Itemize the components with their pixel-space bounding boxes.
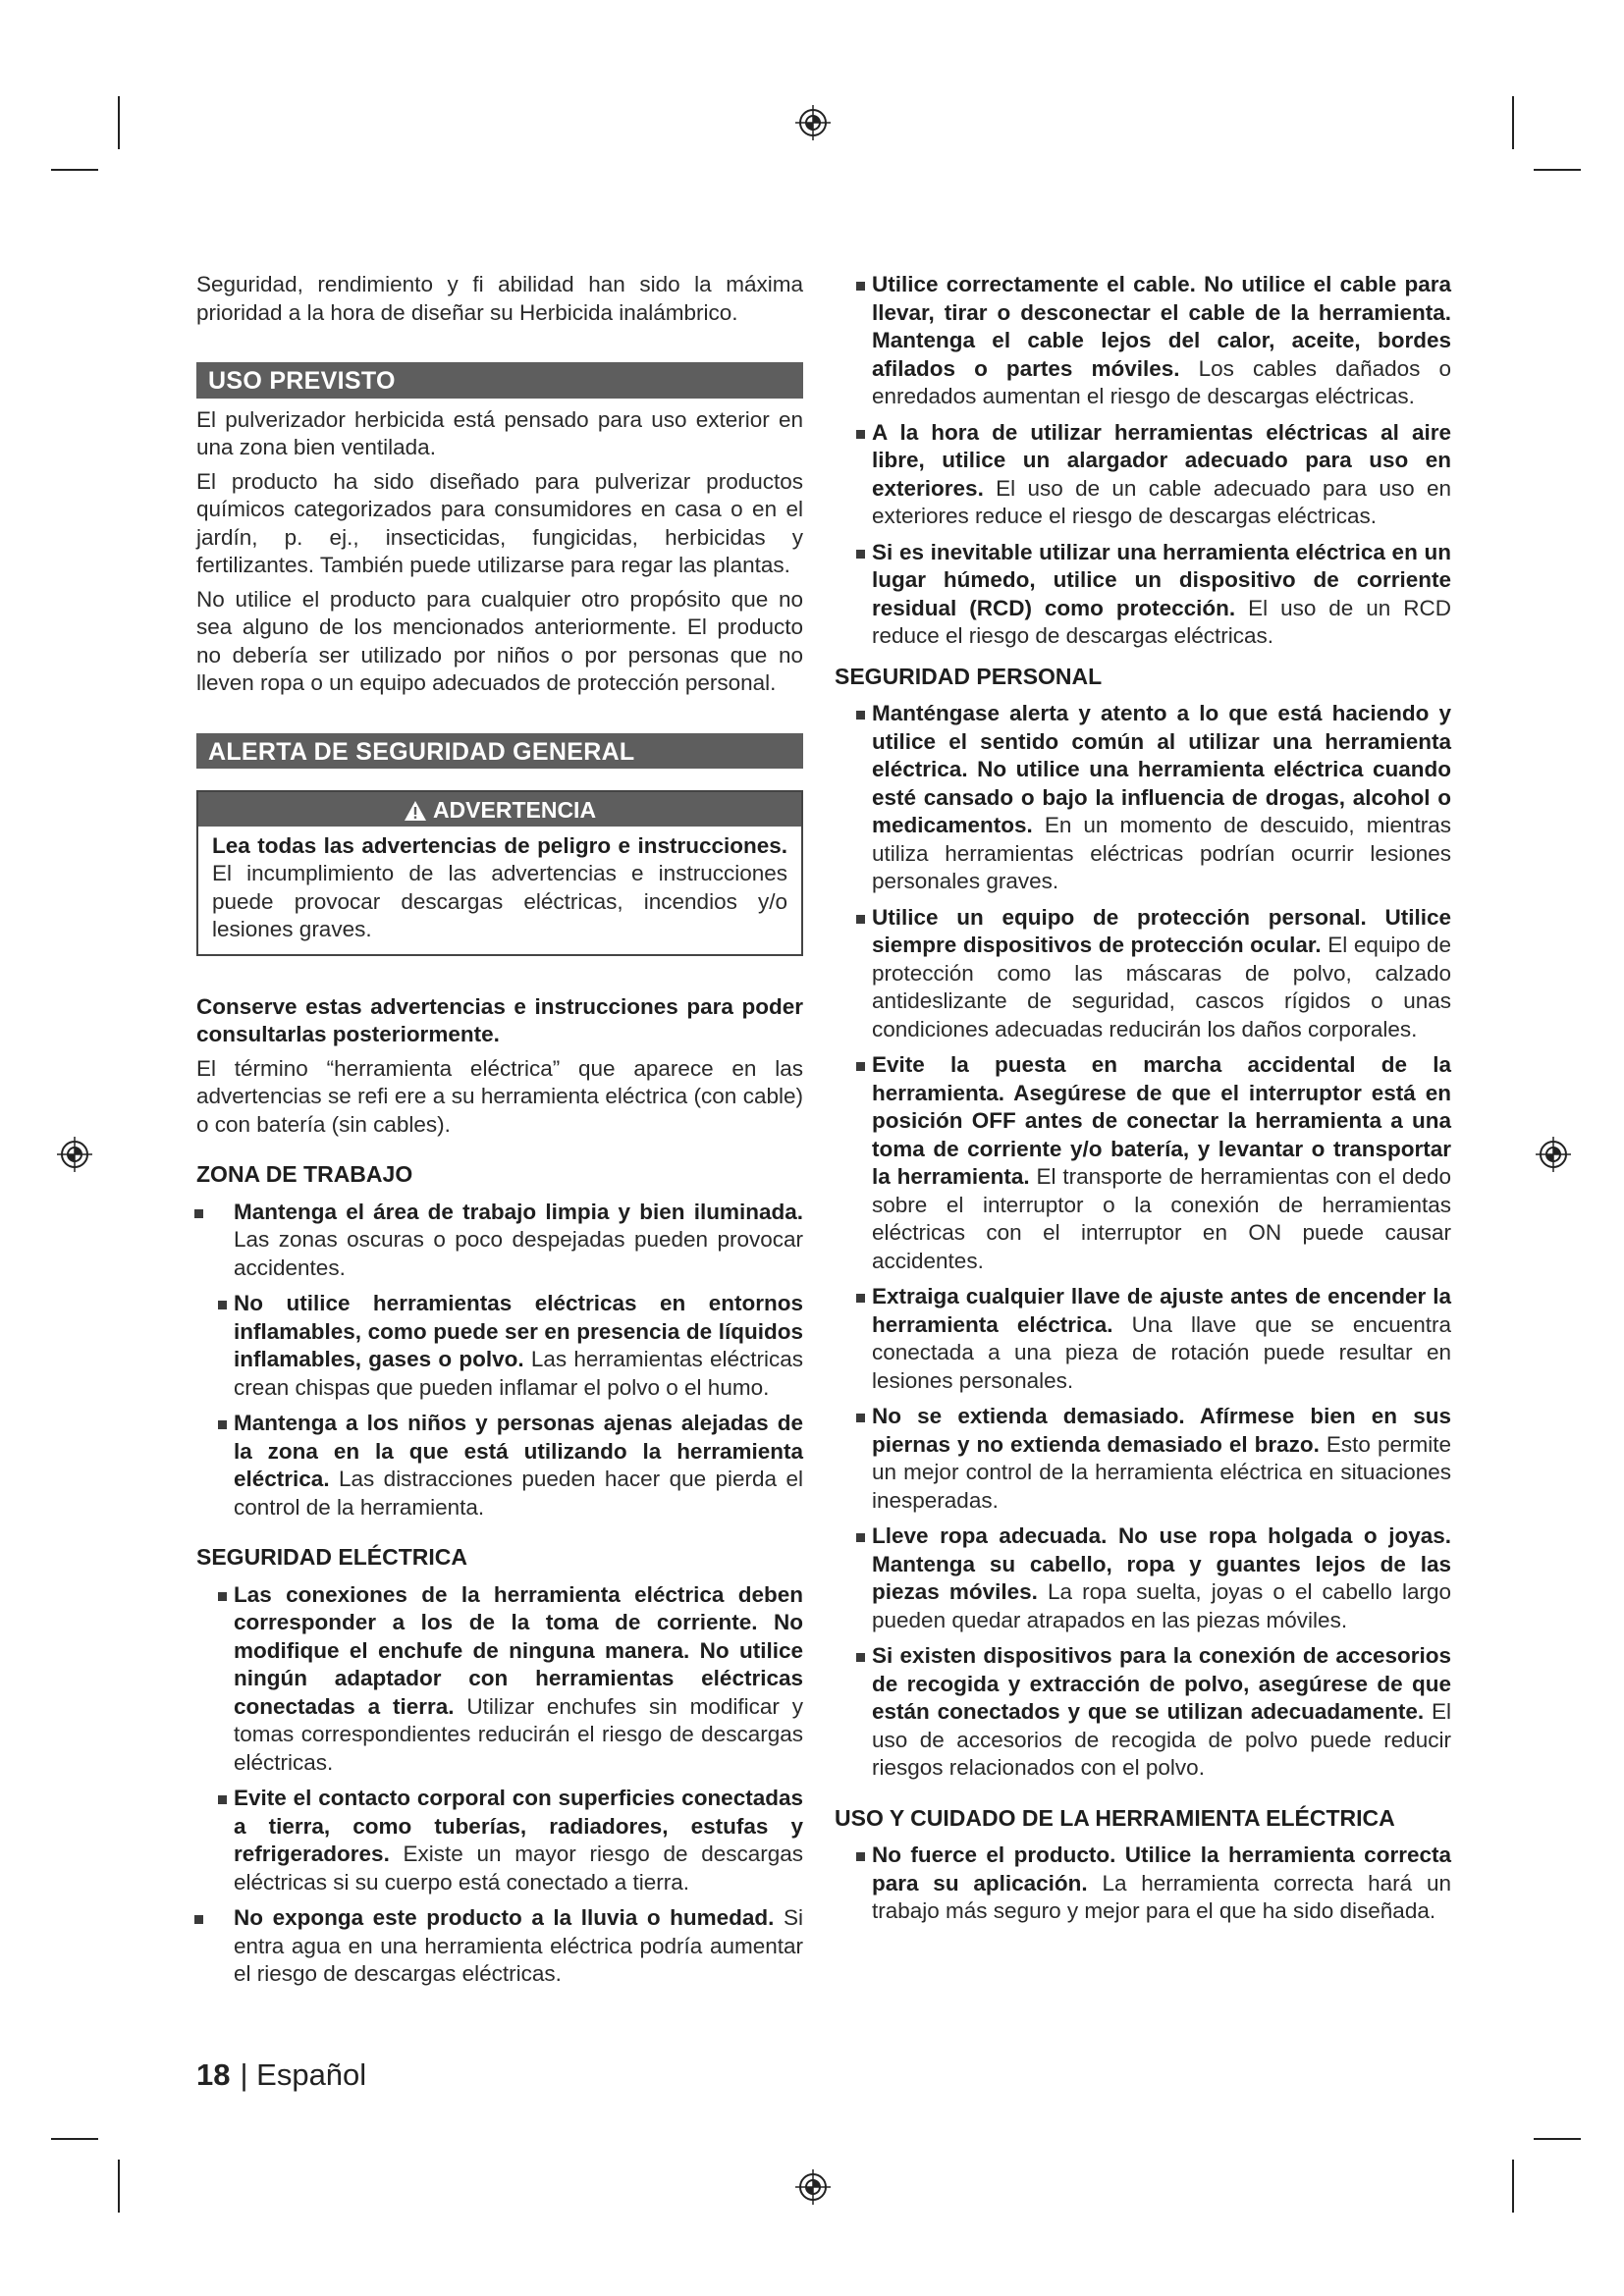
bullet-icon (856, 915, 865, 924)
bullet-icon (856, 430, 865, 439)
bullet-icon (856, 711, 865, 720)
crop-mark (51, 2138, 98, 2140)
registration-mark-icon (55, 1135, 94, 1174)
list-item: Las conexiones de la herramienta eléctrica deben corresponder a los de la toma de corriente. No modifique el enchufe de ninguna manera. No utilice ningún adaptador con herramientas eléctricas conectadas a tierra. Utilizar enchufes sin modificar y tomas correspondientes reducirán el riesgo de descargas eléctricas. (196, 1581, 803, 1778)
list-item: A la hora de utilizar herramientas eléctricas al aire libre, utilice un alargador adecuado para uso en exteriores. El uso de un cable adecuado para uso en exteriores reduce el riesgo de descargas eléctricas. (835, 419, 1451, 531)
section-band-uso-previsto: USO PREVISTO (196, 362, 803, 399)
section-band-alerta: ALERTA DE SEGURIDAD GENERAL (196, 733, 803, 770)
page-number: 18 (196, 2057, 231, 2092)
intro-paragraph: Seguridad, rendimiento y fi abilidad han sido la máxima prioridad a la hora de diseñar su Herbicida inalámbrico. (196, 272, 803, 325)
page-footer (196, 2057, 366, 2093)
warning-triangle-icon (404, 800, 427, 822)
list-item: Evite el contacto corporal con superficies conectadas a tierra, como tuberías, radiadores, estufas y refrigeradores. Existe un mayor riesgo de descargas eléctricas si su cuerpo está conectado a tierra. (196, 1785, 803, 1896)
crop-mark (118, 96, 120, 149)
list-item: Utilice correctamente el cable. No utilice el cable para llevar, tirar o desconectar el cable de la herramienta. Mantenga el cable lejos del calor, aceite, bordes afilados o partes móviles. Los cables dañados o enredados aumentan el riesgo de descargas eléctricas. (835, 271, 1451, 411)
right-column (835, 271, 1451, 1934)
list-item: No utilice herramientas eléctricas en entornos inflamables, como puede ser en presencia de líquidos inflamables, gases o polvo. Las herramientas eléctricas crean chispas que pueden inflamar el polvo o el humo. (196, 1290, 803, 1402)
list-item: No se extienda demasiado. Afírmese bien en sus piernas y no extienda demasiado el brazo. Esto permite un mejor control de la herramienta eléctrica en situaciones inesperadas. (835, 1403, 1451, 1515)
warning-header (198, 792, 801, 827)
list-item: Lleve ropa adecuada. No use ropa holgada o joyas. Mantenga su cabello, ropa y guantes lejos de las piezas móviles. La ropa suelta, joyas o el cabello largo pueden quedar atrapados en las piezas móviles. (835, 1522, 1451, 1634)
conserve-note: Conserve estas advertencias e instrucciones para poder consultarlas posteriormente. (196, 993, 803, 1046)
bullet-icon (218, 1795, 227, 1804)
paragraph: El producto ha sido diseñado para pulverizar productos químicos categorizados para consumidores en casa o en el jardín, p. ej., insecticidas, fungicidas, herbicidas y fertilizantes. También puede utilizarse para regar las plantas. (196, 468, 803, 577)
crop-mark (51, 169, 98, 171)
registration-mark-icon (793, 2167, 833, 2207)
bullet-icon (218, 1420, 227, 1429)
bullet-icon (194, 1915, 203, 1924)
list-item: Extraiga cualquier llave de ajuste antes de encender la herramienta eléctrica. Una llave que se encuentra conectada a una pieza de rotación puede resultar en lesiones personales. (835, 1283, 1451, 1395)
bullet-icon (856, 1062, 865, 1071)
crop-mark (1512, 96, 1514, 149)
warning-label: ADVERTENCIA (432, 797, 597, 823)
crop-mark (1534, 2138, 1581, 2140)
bullet-icon (218, 1301, 227, 1309)
crop-mark (118, 2160, 120, 2213)
subheading-zona: ZONA DE TRABAJO (196, 1161, 413, 1187)
paragraph: No utilice el producto para cualquier otro propósito que no sea alguno de los mencionados anteriormente. El producto no debería ser utilizado por niños o por personas que no lleven ropa o un equipo adecuados de protección personal. (196, 586, 803, 695)
bullet-icon (856, 1533, 865, 1542)
bullet-icon (856, 1653, 865, 1662)
registration-mark-icon (1534, 1135, 1573, 1174)
list-item: Si existen dispositivos para la conexión de accesorios de recogida y extracción de polvo, asegúrese de que están conectados y que se utilizan adecuadamente. El uso de accesorios de recogida de polvo puede reducir riesgos relacionados con el polvo. (835, 1642, 1451, 1783)
warning-box (196, 790, 803, 956)
bullet-icon (856, 282, 865, 291)
list-item: Mantenga el área de trabajo limpia y bien iluminada. Las zonas oscuras o poco despejadas pueden provocar accidentes. (196, 1199, 803, 1283)
list-item: No fuerce el producto. Utilice la herramienta correcta para su aplicación. La herramienta correcta hará un trabajo más seguro y mejor para el que ha sido diseñada. (835, 1842, 1451, 1926)
warning-text: El incumplimiento de las advertencias e instrucciones puede provocar descargas eléctricas, incendios y/o lesiones graves. (212, 861, 787, 941)
bullet-icon (218, 1592, 227, 1601)
subheading-uso-cuidado: USO Y CUIDADO DE LA HERRAMIENTA ELÉCTRICA (835, 1804, 1395, 1831)
list-item: Mantenga a los niños y personas ajenas alejadas de la zona en la que está utilizando la herramienta eléctrica. Las distracciones pueden hacer que pierda el control de la herramienta. (196, 1410, 803, 1522)
registration-mark-icon (793, 103, 833, 142)
list-item: Utilice un equipo de protección personal. Utilice siempre dispositivos de protección ocular. El equipo de protección como las máscaras de polvo, calzado antideslizante de seguridad, cascos rígidos o unas condiciones adecuadas reducirán los daños corporales. (835, 904, 1451, 1044)
warning-bold: Lea todas las advertencias de peligro e instrucciones. (212, 832, 787, 858)
bullet-icon (856, 550, 865, 559)
list-item: Evite la puesta en marcha accidental de la herramienta. Asegúrese de que el interruptor está en posición OFF antes de conectar la herramienta a una toma de corriente y/o batería, y levantar o transportar la herramienta. El transporte de herramientas con el dedo sobre el interruptor o la conexión de herramientas eléctricas con el interruptor en ON puede causar accidentes. (835, 1051, 1451, 1275)
list-item: No exponga este producto a la lluvia o humedad. Si entra agua en una herramienta eléctrica podría aumentar el riesgo de descargas eléctricas. (196, 1904, 803, 1989)
page-language: | Español (240, 2057, 367, 2092)
termino-paragraph: El término “herramienta eléctrica” que aparece en las advertencias se refi ere a su herramienta eléctrica (con cable) o con batería (sin cables). (196, 1055, 803, 1137)
list-item: Manténgase alerta y atento a lo que está haciendo y utilice el sentido común al utilizar una herramienta eléctrica. No utilice una herramienta eléctrica cuando esté cansado o bajo la influencia de drogas, alcohol o medicamentos. En un momento de descuido, mientras utiliza herramientas eléctricas podrían ocurrir lesiones personales graves. (835, 700, 1451, 896)
bullet-icon (856, 1852, 865, 1861)
bullet-icon (856, 1294, 865, 1303)
warning-body (198, 827, 801, 954)
crop-mark (1512, 2160, 1514, 2213)
bullet-icon (856, 1414, 865, 1422)
paragraph: El pulverizador herbicida está pensado para uso exterior en una zona bien ventilada. (196, 406, 803, 459)
bullet-icon (194, 1209, 203, 1218)
left-column (196, 271, 803, 1997)
list-item: Si es inevitable utilizar una herramienta eléctrica en un lugar húmedo, utilice un dispositivo de corriente residual (RCD) como protección. El uso de un RCD reduce el riesgo de descargas eléctricas. (835, 539, 1451, 651)
crop-mark (1534, 169, 1581, 171)
subheading-electrica: SEGURIDAD ELÉCTRICA (196, 1544, 468, 1570)
subheading-personal: SEGURIDAD PERSONAL (835, 663, 1103, 689)
